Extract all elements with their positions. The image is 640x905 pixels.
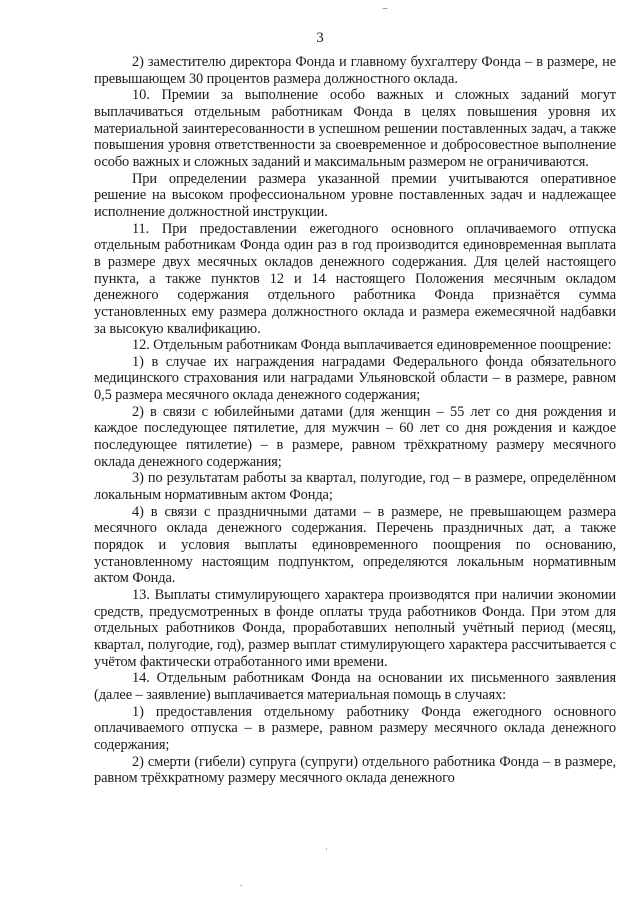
scan-speck	[240, 885, 242, 886]
paragraph-11-vacation-payment: 11. При предоставлении ежегодного основного оплачиваемого отпуска отдельным работникам Фонда один раз в год производится единовременная выплата в размере двух месячных окладов денежного содержания. Для целей настоящего пункта, а также пунктов 12 и 14 настоящего Положения месячным окладом денежного содержания отдельного работника Фонда признаётся сумма установленных ему размера должностного оклада и размера ежемесячной надбавки за высокую квалификацию.	[94, 220, 616, 337]
paragraph-14-item-2-spouse-death: 2) смерти (гибели) супруга (супруги) отдельного работника Фонда – в размере, равном трёхкратному размеру месячного оклада денежного	[94, 753, 616, 787]
document-body	[94, 54, 616, 787]
paragraph-14-item-1-vacation: 1) предоставления отдельному работнику Фонда ежегодного основного оплачиваемого отпуска – в размере, равном размеру месячного оклада денежного содержания;	[94, 703, 616, 753]
paragraph-bonus-criteria: При определении размера указанной премии учитываются оперативное решение на высоком профессиональном уровне поставленных задач и надлежащее исполнение должностной инструкции.	[94, 170, 616, 220]
paragraph-10-special-tasks-bonus: 10. Премии за выполнение особо важных и сложных заданий могут выплачиваться отдельным работникам Фонда в целях повышения уровня их материальной заинтересованности в успешном решении поставленных задач, а также повышения уровня ответственности за своевременное и добросовестное выполнение особо важных и сложных заданий и максимальным размером не ограничиваются.	[94, 87, 616, 170]
paragraph-12-one-time-reward: 12. Отдельным работникам Фонда выплачивается единовременное поощрение:	[132, 337, 612, 354]
scan-speck	[326, 848, 327, 850]
paragraph-12-item-4-holidays: 4) в связи с праздничными датами – в размере, не превышающем размера месячного оклада денежного содержания. Перечень праздничных дат, а также порядок и условия выплаты единовременного поощрения по основанию, установленному настоящим подпунктом, определяются локальным нормативным актом Фонда.	[94, 503, 616, 587]
paragraph-14-material-aid: 14. Отдельным работникам Фонда на основании их письменного заявления (далее – заявление) выплачивается материальная помощь в случаях:	[94, 670, 616, 703]
paragraph-12-item-2-anniversary: 2) в связи с юбилейными датами (для женщин – 55 лет со дня рождения и каждое последующее пятилетие, для мужчин – 60 лет со дня рождения и каждое последующее пятилетие) – в размере, равном трёхкратному размеру месячного оклада денежного содержания;	[94, 403, 616, 470]
page-number: 3	[316, 30, 324, 46]
paragraph-13-incentive-payments: 13. Выплаты стимулирующего характера производятся при наличии экономии средств, предусмотренных в фонде оплаты труда работников Фонда. При этом для отдельных работников Фонда, проработавших неполный учётный период (месяц, квартал, полугодие, год), размер выплат стимулирующего характера рассчитывается с учётом фактически отработанного ими времени.	[94, 587, 616, 670]
paragraph-deputy-director-bonus: 2) заместителю директора Фонда и главному бухгалтеру Фонда – в размере, не превышающем 30 процентов размера должностного оклада.	[94, 54, 616, 87]
paragraph-12-item-3-period-results: 3) по результатам работы за квартал, полугодие, год – в размере, определённом локальным нормативным актом Фонда;	[94, 470, 616, 504]
scan-speck	[382, 8, 388, 9]
paragraph-12-item-1-awards: 1) в случае их награждения наградами Федерального фонда обязательного медицинского страхования или наградами Ульяновской области – в размере, равном 0,5 размера месячного оклада денежного содержания;	[94, 353, 616, 404]
